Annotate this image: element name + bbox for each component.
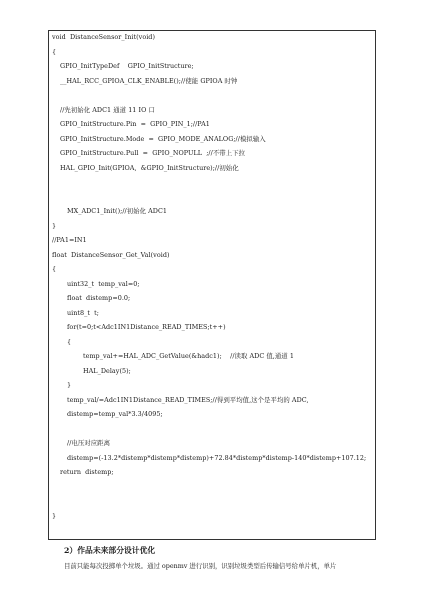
code-line: //电压对应距离 xyxy=(67,439,111,447)
code-line: //先初始化 ADC1 通道 11 IO 口 xyxy=(60,105,155,114)
code-line: GPIO_InitStructure.Pin = GPIO_PIN_1;//PA1 xyxy=(60,120,210,128)
code-line: float DistanceSensor_Get_Val(void) xyxy=(52,250,170,259)
code-line: GPIO_InitTypeDef GPIO_InitStructure; xyxy=(60,62,194,70)
code-line: __HAL_RCC_GPIOA_CLK_ENABLE();//使能 GPIOA 时钟 xyxy=(60,76,238,85)
section-heading: 2）作品未来部分设计优化 xyxy=(64,546,156,555)
code-line: void DistanceSensor_Init(void) xyxy=(52,33,155,41)
code-line: GPIO_InitStructure.Pull = GPIO_NOPULL ;//不带上下拉 xyxy=(60,149,246,157)
code-line: } xyxy=(52,221,57,230)
code-line: } xyxy=(67,381,72,389)
code-line: uint8_t t; xyxy=(67,308,100,317)
code-line: temp_val+=HAL_ADC_GetValue(&hadc1); //读取 ADC 值,通道 1 xyxy=(83,352,294,360)
code-line: distemp=(-13.2*distemp*distemp*distemp)+72.84*distemp*distemp-140*distemp+107.12; xyxy=(67,453,367,462)
code-line: MX_ADC1_Init();//初始化 ADC1 xyxy=(67,207,168,215)
code-line: temp_val/=Adc1IN1Distance_READ_TIMES;//得到平均值,这个是平均的 ADC, xyxy=(67,395,309,404)
code-listing-box xyxy=(48,30,376,540)
code-line: distemp=temp_val*3.3/4095; xyxy=(67,410,163,418)
code-line: float distemp=0.0; xyxy=(67,294,131,302)
section-body-text: 目前只能每次投掷单个垃圾。通过 openmv 进行识别，识别垃圾类型后传输信号给单片机，单片 xyxy=(64,562,337,570)
code-line: HAL_Delay(5); xyxy=(83,366,131,375)
code-line: { xyxy=(52,265,57,273)
code-line: for(t=0;t<Adc1IN1Distance_READ_TIMES;t++) xyxy=(67,323,226,331)
code-line: { xyxy=(52,47,57,56)
code-line: //PA1=IN1 xyxy=(52,236,87,244)
code-line: GPIO_InitStructure.Mode = GPIO_MODE_ANALOG;//模拟输入 xyxy=(60,134,266,143)
code-line: return distemp; xyxy=(60,468,114,476)
code-line: { xyxy=(67,337,72,346)
code-line: uint32_t temp_val=0; xyxy=(67,279,140,288)
code-line: } xyxy=(52,511,57,520)
code-line: HAL_GPIO_Init(GPIOA, &GPIO_InitStructure);//初始化 xyxy=(60,163,239,172)
